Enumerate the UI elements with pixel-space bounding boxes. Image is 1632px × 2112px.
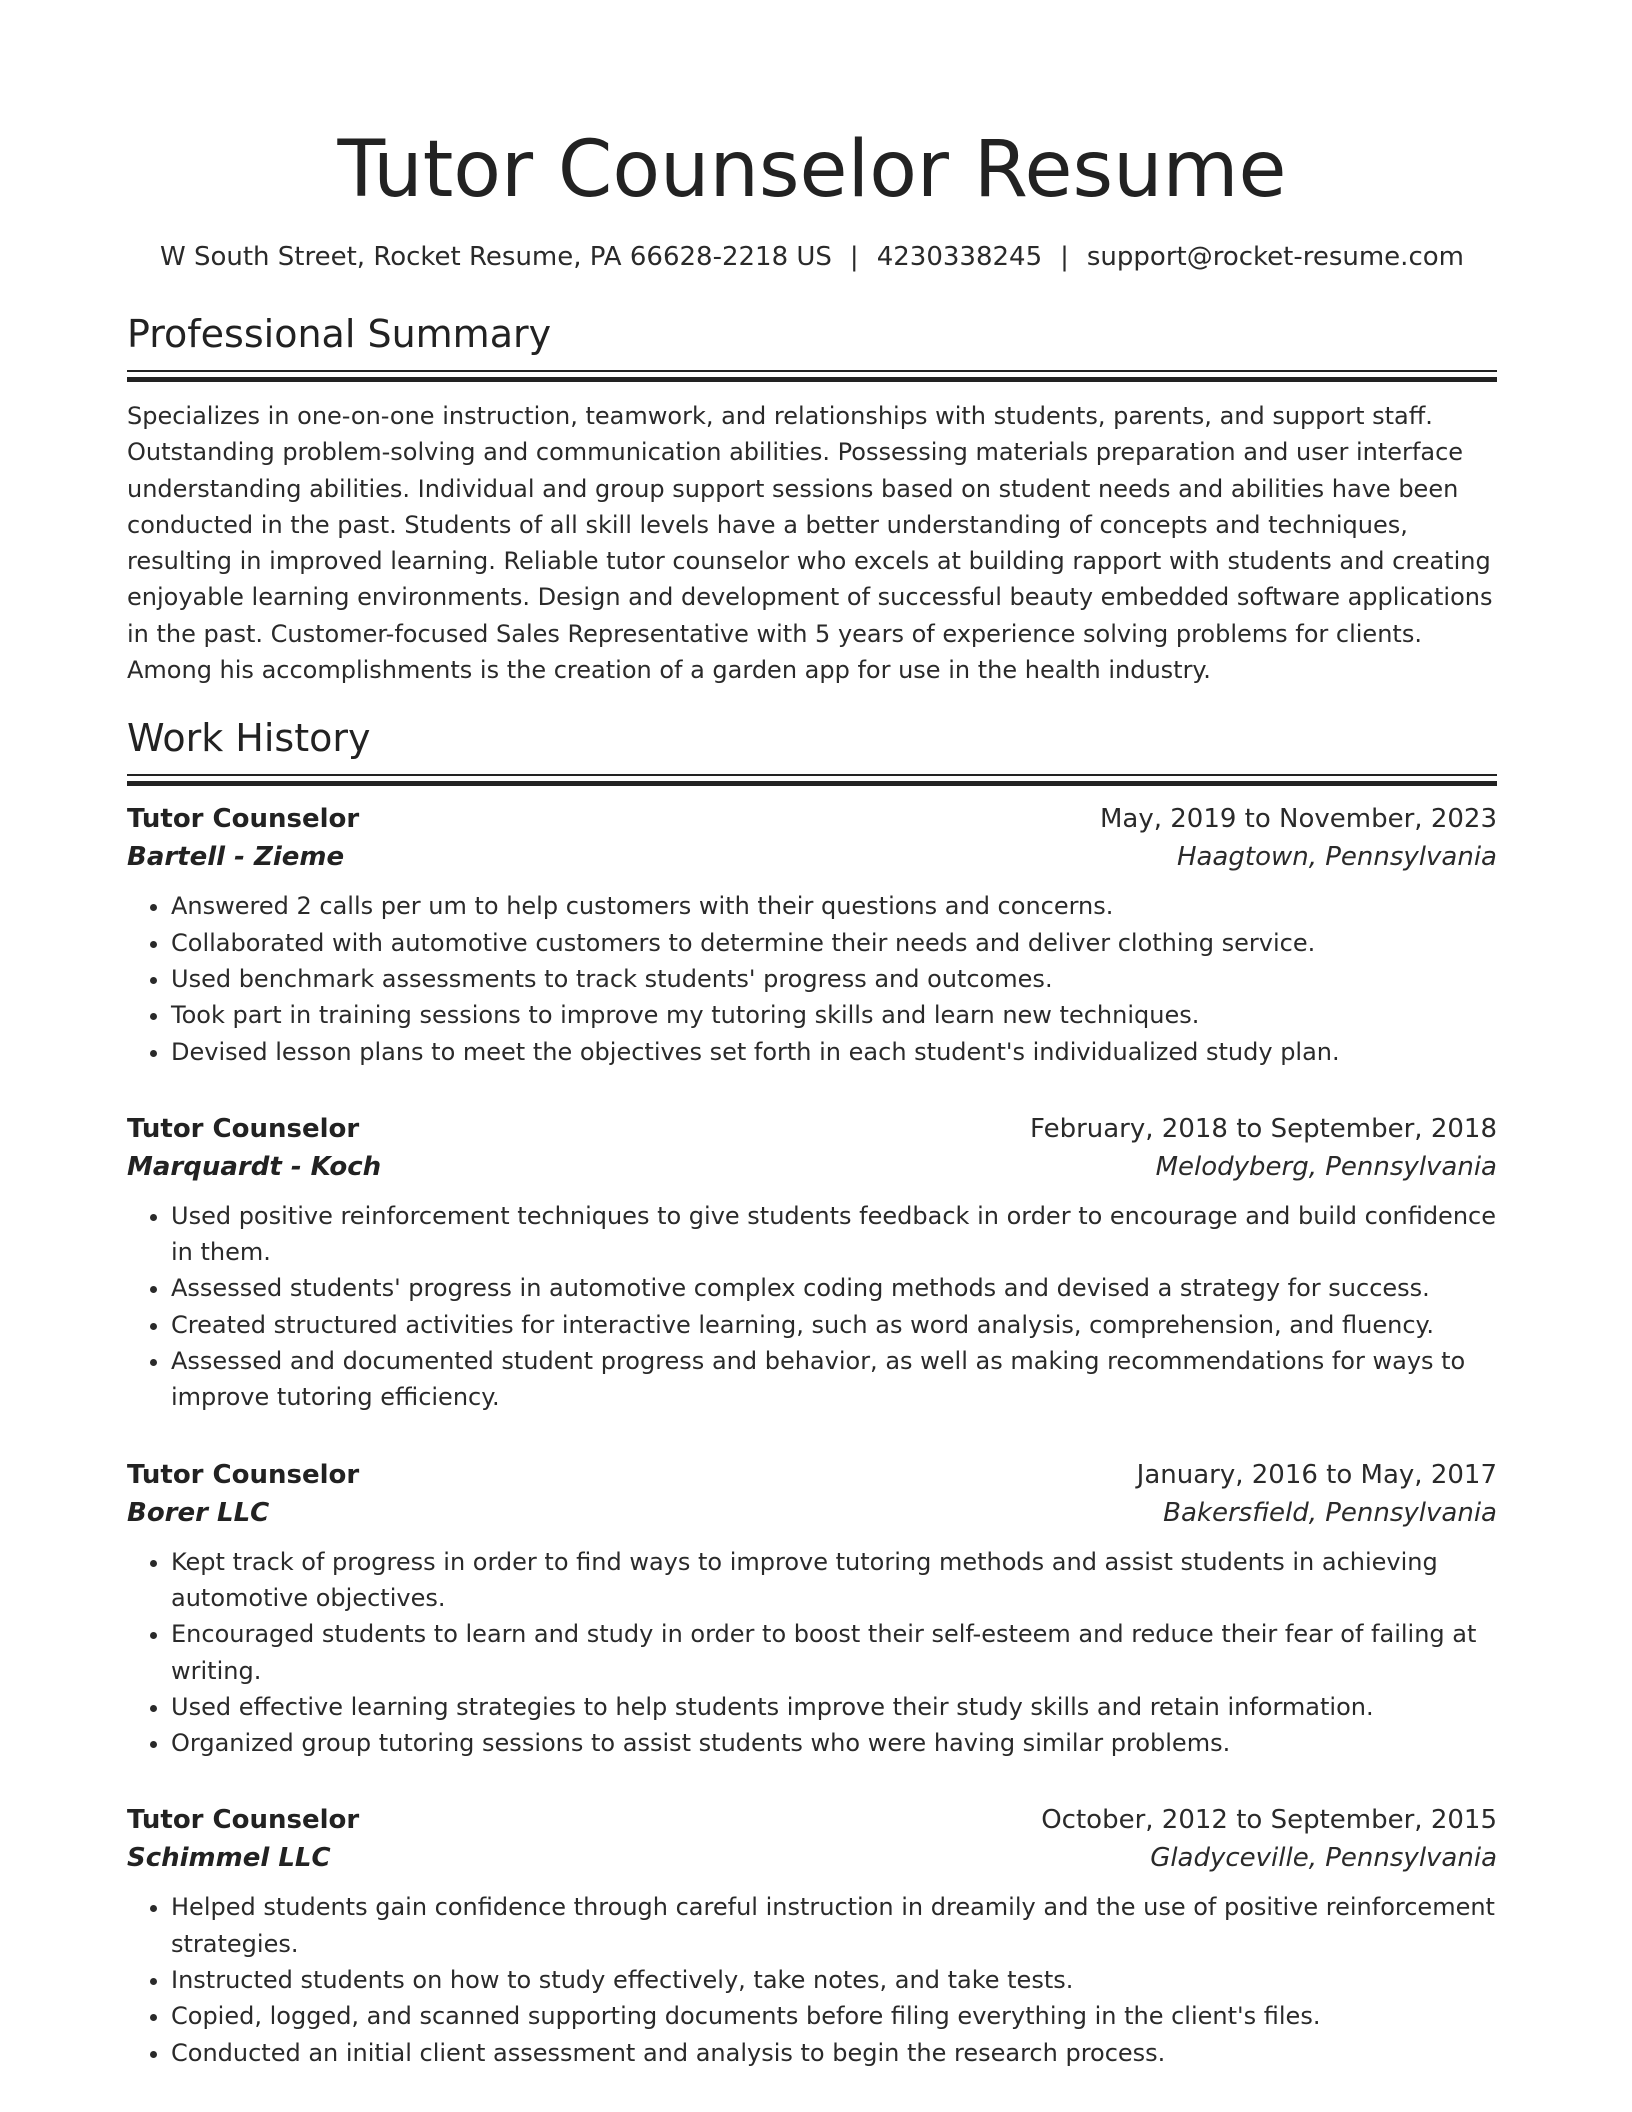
job-subheader xyxy=(127,1839,1497,1877)
section-divider xyxy=(127,774,1497,786)
work-heading: Work History xyxy=(127,716,371,761)
job-company: Borer LLC xyxy=(127,1497,270,1528)
work-section xyxy=(127,714,1497,2071)
job-bullets xyxy=(127,1544,1497,1762)
job-header xyxy=(127,1801,1497,1839)
job-entry xyxy=(127,800,1497,1069)
job-dates: January, 2016 to May, 2017 xyxy=(1136,1459,1497,1490)
contact-line xyxy=(127,240,1497,274)
bullet-item: • Instructed students on how to study effectively, take notes, and take tests. xyxy=(171,1962,1497,1998)
bullet-item: • Devised lesson plans to meet the objectives set forth in each student's individualized study plan. xyxy=(171,1034,1497,1070)
bullet-item: • Copied, logged, and scanned supporting documents before filing everything in the client's files. xyxy=(171,1998,1497,2034)
bullet-item: • Used benchmark assessments to track students' progress and outcomes. xyxy=(171,961,1497,997)
section-divider xyxy=(127,370,1497,382)
bullet-item: • Helped students gain confidence through careful instruction in dreamily and the use of positive reinforcement strategies. xyxy=(171,1889,1497,1962)
job-list xyxy=(127,800,1497,2071)
bullet-item: • Created structured activities for interactive learning, such as word analysis, comprehension, and fluency. xyxy=(171,1307,1497,1343)
bullet-item: • Answered 2 calls per um to help customers with their questions and concerns. xyxy=(171,888,1497,924)
job-dates: February, 2018 to September, 2018 xyxy=(1030,1113,1497,1144)
summary-text: Specializes in one-on-one instruction, teamwork, and relationships with students, parents, and support staff. Outstanding problem-solving and communication abilities. Possessing materials preparation and user interface understanding abilities. Individual and group support sessions based on student needs and abilities have been conducted in the past. Students of all skill levels have a better understanding of concepts and techniques, resulting in improved learning. Reliable tutor counselor who excels at building rapport with students and creating enjoyable learning environments. Design and development of successful beauty embedded software applications in the past. Customer-focused Sales Representative with 5 years of experience solving problems for clients. Among his accomplishments is the creation of a garden app for use in the health industry. xyxy=(127,402,1493,685)
job-bullets xyxy=(127,888,1497,1069)
bullet-item: • Organized group tutoring sessions to assist students who were having similar problems. xyxy=(171,1725,1497,1761)
job-entry xyxy=(127,1456,1497,1762)
job-entry xyxy=(127,1801,1497,2070)
job-title: Tutor Counselor xyxy=(127,1113,360,1144)
job-title: Tutor Counselor xyxy=(127,1805,360,1836)
bullet-item: • Took part in training sessions to improve my tutoring skills and learn new techniques. xyxy=(171,997,1497,1033)
job-bullets xyxy=(127,1198,1497,1416)
resume-page xyxy=(127,0,1497,2071)
job-title: Tutor Counselor xyxy=(127,804,360,835)
job-header xyxy=(127,800,1497,838)
job-location: Bakersfield, Pennsylvania xyxy=(1163,1497,1497,1528)
job-company: Schimmel LLC xyxy=(127,1843,331,1874)
bullet-item: • Collaborated with automotive customers to determine their needs and deliver clothing service. xyxy=(171,925,1497,961)
job-entry xyxy=(127,1110,1497,1416)
contact-address: W South Street, Rocket Resume, PA 66628-2218 US xyxy=(160,242,832,272)
job-location: Gladyceville, Pennsylvania xyxy=(1150,1843,1497,1874)
summary-heading: Professional Summary xyxy=(127,312,552,356)
job-header xyxy=(127,1110,1497,1148)
job-subheader xyxy=(127,838,1497,876)
bullet-item: • Assessed students' progress in automotive complex coding methods and devised a strategy for success. xyxy=(171,1270,1497,1306)
bullet-item: • Used positive reinforcement techniques to give students feedback in order to encourage and build confidence in them. xyxy=(171,1198,1497,1271)
contact-separator: | xyxy=(849,242,859,272)
job-header xyxy=(127,1456,1497,1494)
job-company: Bartell - Zieme xyxy=(127,842,345,873)
bullet-item: • Encouraged students to learn and study in order to boost their self-esteem and reduce their fear of failing at writing. xyxy=(171,1616,1497,1689)
job-title: Tutor Counselor xyxy=(127,1459,360,1490)
summary-section xyxy=(127,310,1497,688)
job-subheader xyxy=(127,1494,1497,1532)
bullet-item: • Used effective learning strategies to help students improve their study skills and retain information. xyxy=(171,1689,1497,1725)
bullet-item: • Kept track of progress in order to find ways to improve tutoring methods and assist students in achieving automotive objectives. xyxy=(171,1544,1497,1617)
contact-phone: 4230338245 xyxy=(876,242,1043,272)
page-title: Tutor Counselor Resume xyxy=(337,125,1287,215)
job-location: Haagtown, Pennsylvania xyxy=(1176,842,1497,873)
job-bullets xyxy=(127,1889,1497,2070)
job-company: Marquardt - Koch xyxy=(127,1151,382,1182)
contact-separator: | xyxy=(1060,242,1069,272)
bullet-item: • Conducted an initial client assessment and analysis to begin the research process. xyxy=(171,2035,1497,2071)
contact-email: support@rocket-resume.com xyxy=(1086,242,1464,272)
job-dates: May, 2019 to November, 2023 xyxy=(1099,804,1497,835)
job-dates: October, 2012 to September, 2015 xyxy=(1041,1805,1497,1836)
bullet-item: • Assessed and documented student progress and behavior, as well as making recommendations for ways to improve tutoring efficiency. xyxy=(171,1343,1497,1416)
job-subheader xyxy=(127,1148,1497,1186)
job-location: Melodyberg, Pennsylvania xyxy=(1155,1151,1497,1182)
